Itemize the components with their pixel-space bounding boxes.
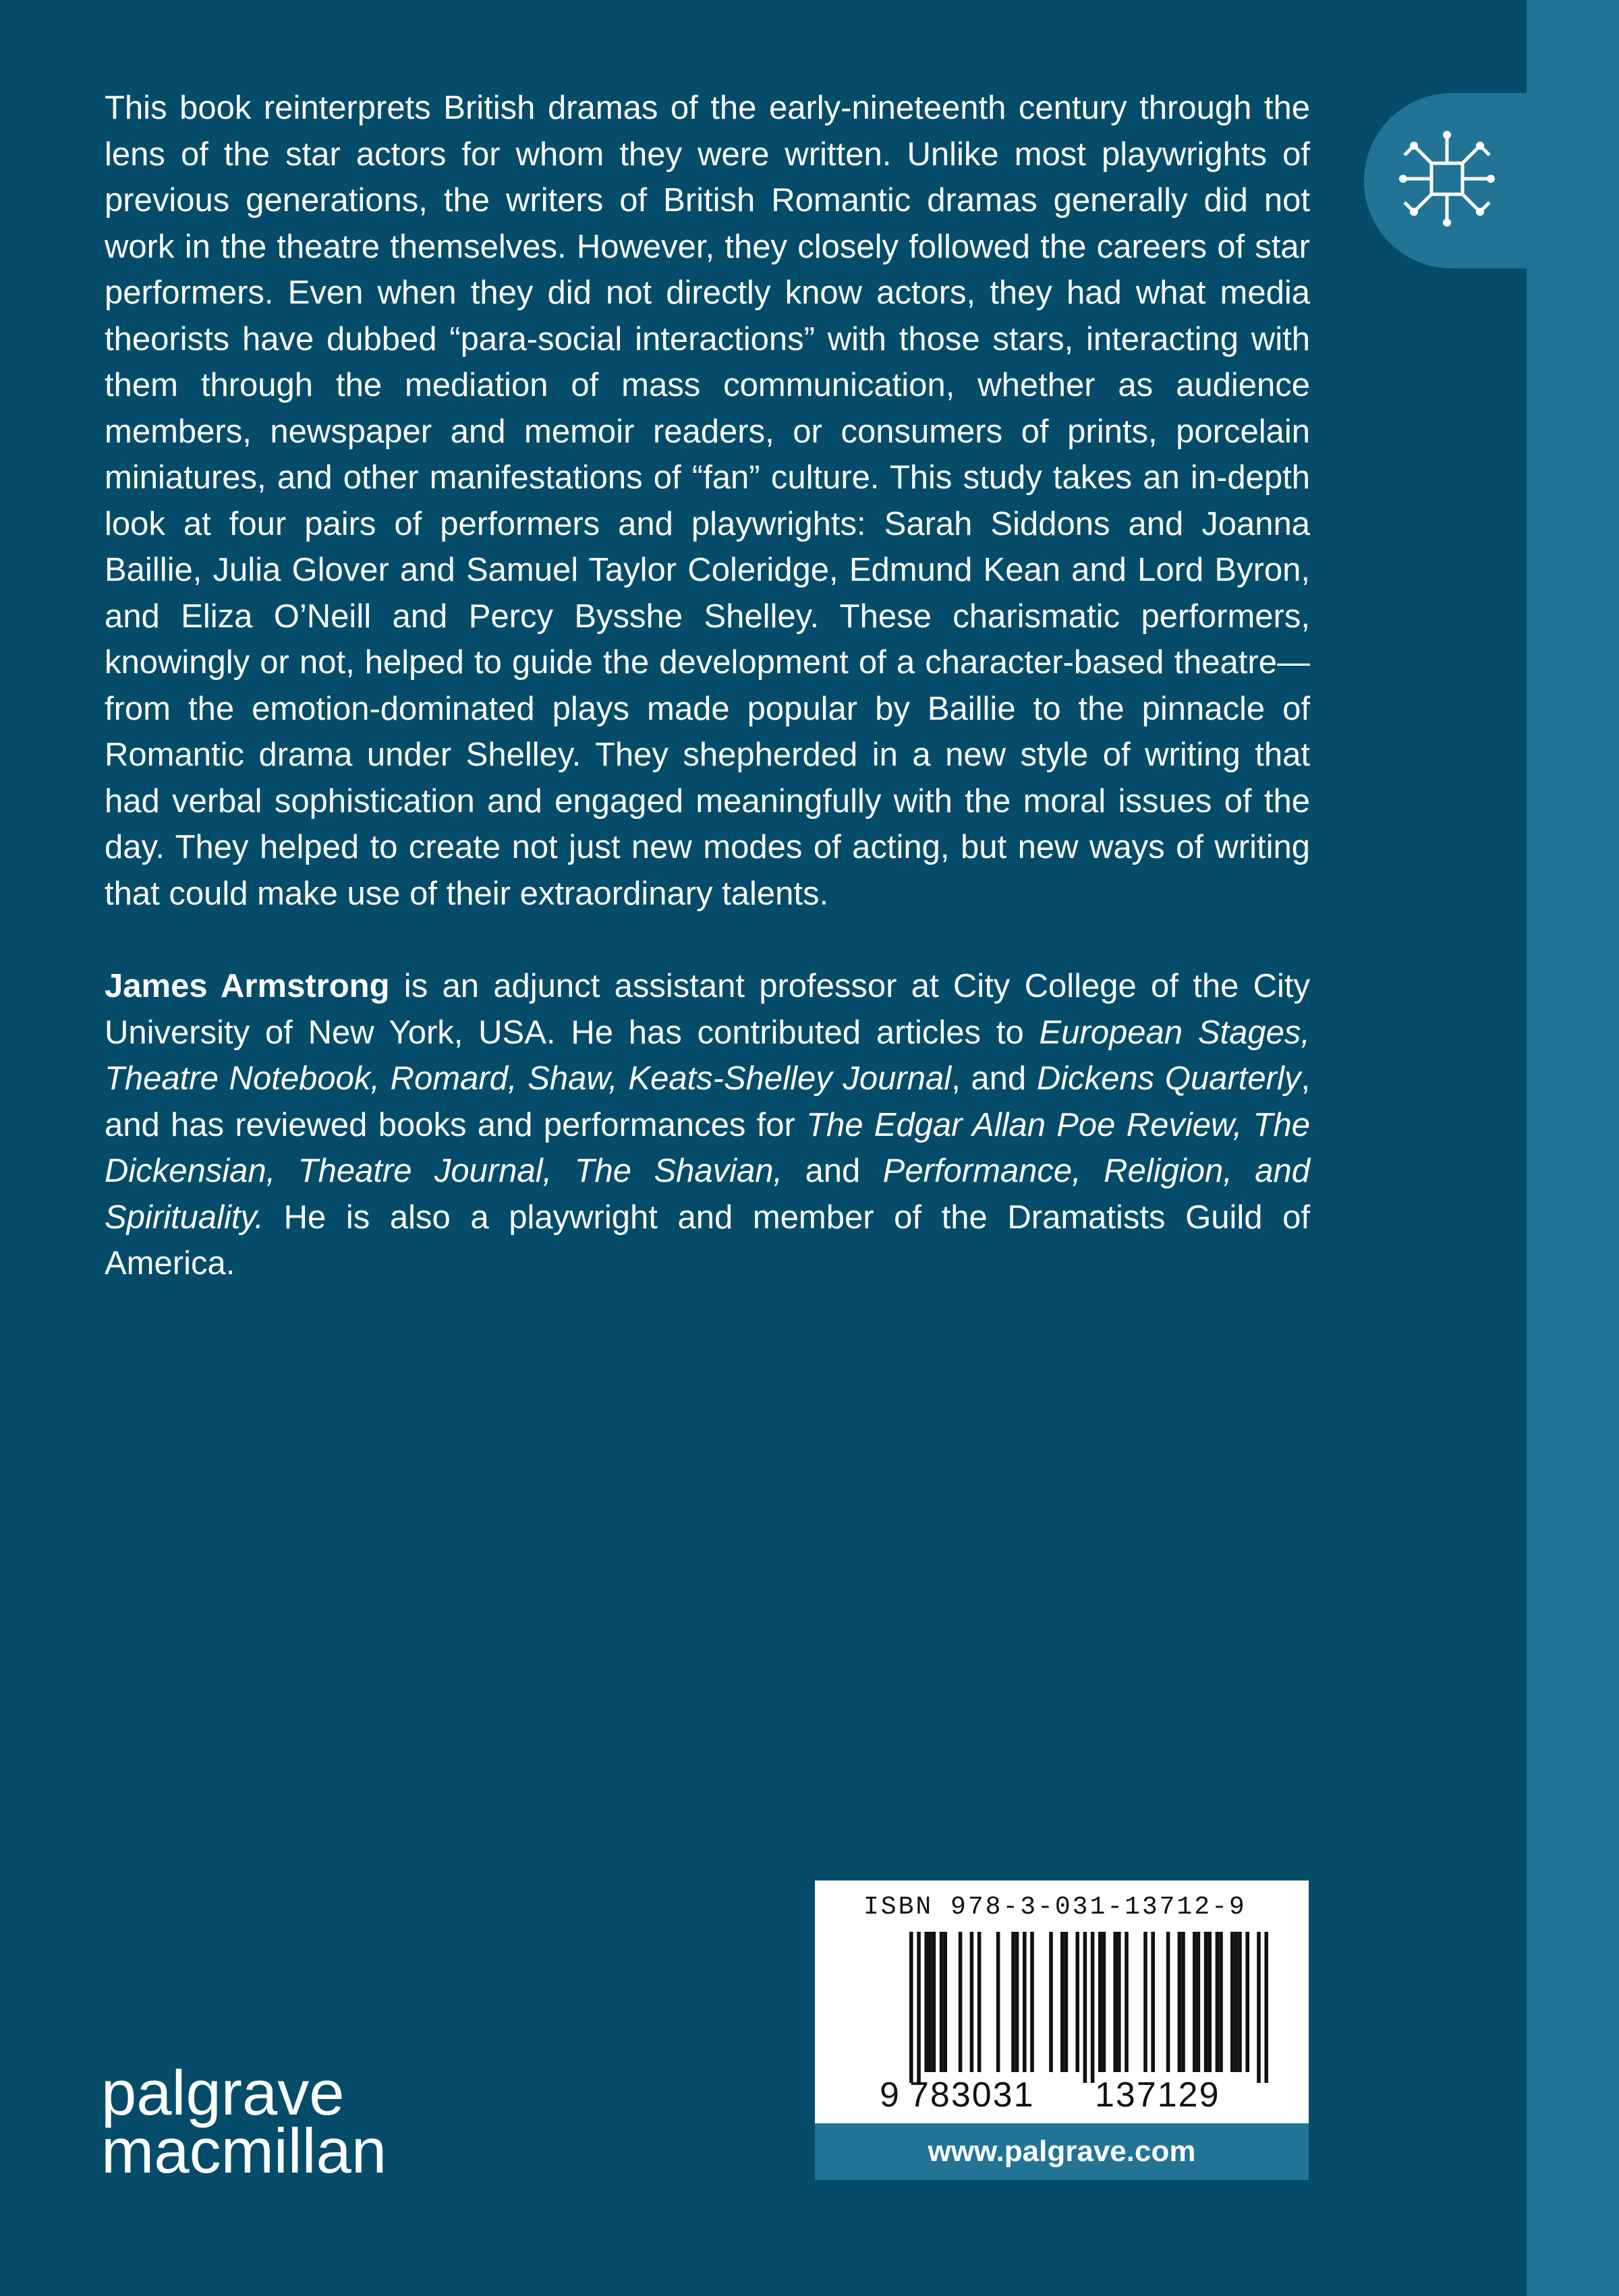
bio-journals-1: European Stages, Theatre Notebook, Romard, Shaw, Keats-Shelley Journal bbox=[105, 1014, 1310, 1097]
barcode-bar bbox=[1015, 1932, 1019, 2072]
barcode-bar bbox=[1091, 1932, 1095, 2083]
barcode-bar bbox=[1098, 1932, 1102, 2072]
barcode-bar bbox=[1238, 1932, 1242, 2072]
barcode-bar bbox=[1245, 1932, 1249, 2072]
publisher-logo bbox=[101, 2057, 387, 2186]
barcode-bar bbox=[909, 1932, 913, 2083]
barcode-bar bbox=[977, 1932, 982, 2072]
barcode-digits-right: 137129 bbox=[1095, 2075, 1220, 2115]
isbn-barcode bbox=[815, 1881, 1309, 2123]
barcode-bar bbox=[1181, 1932, 1185, 2072]
bio-text-5: He is also a playwright and member of the Dramatists Guild of America. bbox=[105, 1199, 1310, 1282]
barcode-bar bbox=[1102, 1932, 1106, 2072]
barcode-bar bbox=[924, 1932, 928, 2072]
barcode-bar bbox=[1113, 1932, 1117, 2072]
barcode-bar bbox=[959, 1932, 963, 2072]
barcode-bar bbox=[970, 1932, 974, 2072]
barcode-bar bbox=[1193, 1932, 1197, 2072]
barcode-digits-left: 783031 bbox=[909, 2075, 1035, 2115]
barcode-bar bbox=[1178, 1932, 1182, 2072]
barcode-bar bbox=[1143, 1932, 1147, 2072]
barcode-bars bbox=[815, 1881, 1309, 2083]
logo-tab bbox=[1364, 93, 1527, 268]
publisher-url: www.palgrave.com bbox=[815, 2123, 1309, 2180]
publisher-line-1: palgrave bbox=[101, 2057, 345, 2128]
barcode-bar bbox=[943, 1932, 947, 2072]
bio-journals-3: The Edgar Allan Poe Review, The Dickensian, Theatre Journal, The Shavian, bbox=[105, 1106, 1310, 1189]
barcode-bar bbox=[1219, 1932, 1223, 2072]
bio-journal-2: Dickens Quarterly bbox=[1036, 1060, 1301, 1097]
barcode-bar bbox=[1216, 1932, 1220, 2072]
barcode-bar bbox=[1208, 1932, 1212, 2072]
barcode-bar bbox=[1083, 1932, 1087, 2083]
barcode-bar bbox=[1234, 1932, 1239, 2072]
barcode-bar bbox=[1117, 1932, 1121, 2072]
bio-text-4: and bbox=[783, 1153, 883, 1189]
palgrave-network-icon bbox=[1390, 121, 1504, 236]
barcode-bar bbox=[1064, 1932, 1069, 2072]
barcode-bar bbox=[1166, 1932, 1170, 2072]
isbn-label: ISBN 978-3-031-13712-9 bbox=[863, 1893, 1247, 1922]
barcode-bar bbox=[917, 1932, 921, 2083]
barcode-digits bbox=[815, 2075, 1309, 2115]
barcode-bar bbox=[1151, 1932, 1155, 2072]
barcode-bar bbox=[1049, 1932, 1053, 2072]
barcode-bar bbox=[1030, 1932, 1034, 2072]
barcode-bar bbox=[1264, 1932, 1268, 2083]
barcode-digit-lead: 9 bbox=[880, 2075, 901, 2115]
barcode-bar bbox=[928, 1932, 932, 2072]
barcode-bar bbox=[1075, 1932, 1079, 2072]
barcode-bar bbox=[1204, 1932, 1208, 2072]
author-bio bbox=[105, 963, 1310, 1287]
spine-strip bbox=[1527, 0, 1619, 2296]
book-description: This book reinterprets British dramas of the early-nineteenth century through the lens of the star actors for whom they were written. Unlike most playwrights of previous generations, the writers of British Romantic dramas generally did not work in the theatre themselves. However, they closely followed the careers of star performers. Even when they did not directly know actors, they had what media theorists have dubbed “para-social interactions” with those stars, interacting with them through the mediation of mass communication, whether as audience members, newspaper and memoir readers, or consumers of prints, porcelain miniatures, and other manifestations of “fan” culture. This study takes an in-depth look at four pairs of performers and playwrights: Sarah Siddons and Joanna Baillie, Julia Glover and Samuel Taylor Coleridge, Edmund Kean and Lord Byron, and Eliza O’Neill and Percy Bysshe Shelley. These charismatic performers, knowingly or not, helped to guide the development of a character-based theatre—from the emotion-dominated plays made popular by Baillie to the pinnacle of Romantic drama under Shelley. They shepherded in a new style of writing that had verbal sophistication and engaged meaningfully with the moral issues of the day. They helped to create not just new modes of acting, but new ways of writing that could make use of their extraordinary talents. bbox=[105, 90, 1310, 912]
bio-text-3: , and has reviewed books and performances for bbox=[105, 1060, 1310, 1143]
bio-text-1: is an adjunct assistant professor at City College of the City University of New York, USA. He has contributed articles to bbox=[105, 968, 1311, 1051]
barcode-bar bbox=[1060, 1932, 1064, 2072]
barcode-bar bbox=[1023, 1932, 1027, 2072]
barcode-bar bbox=[1257, 1932, 1261, 2083]
barcode-bar bbox=[996, 1932, 1000, 2072]
publisher-line-2: macmillan bbox=[101, 2115, 387, 2186]
barcode-bar bbox=[1230, 1932, 1234, 2072]
barcode-bar bbox=[940, 1932, 944, 2072]
bio-journals-4: Performance, Religion, and Spirituality. bbox=[105, 1153, 1310, 1236]
bio-text-2: , and bbox=[951, 1060, 1037, 1097]
barcode-bar bbox=[1011, 1932, 1015, 2072]
barcode-bar bbox=[1197, 1932, 1201, 2072]
barcode-bar bbox=[1125, 1932, 1129, 2072]
author-name: James Armstrong bbox=[105, 968, 390, 1004]
barcode-bar bbox=[932, 1932, 936, 2072]
